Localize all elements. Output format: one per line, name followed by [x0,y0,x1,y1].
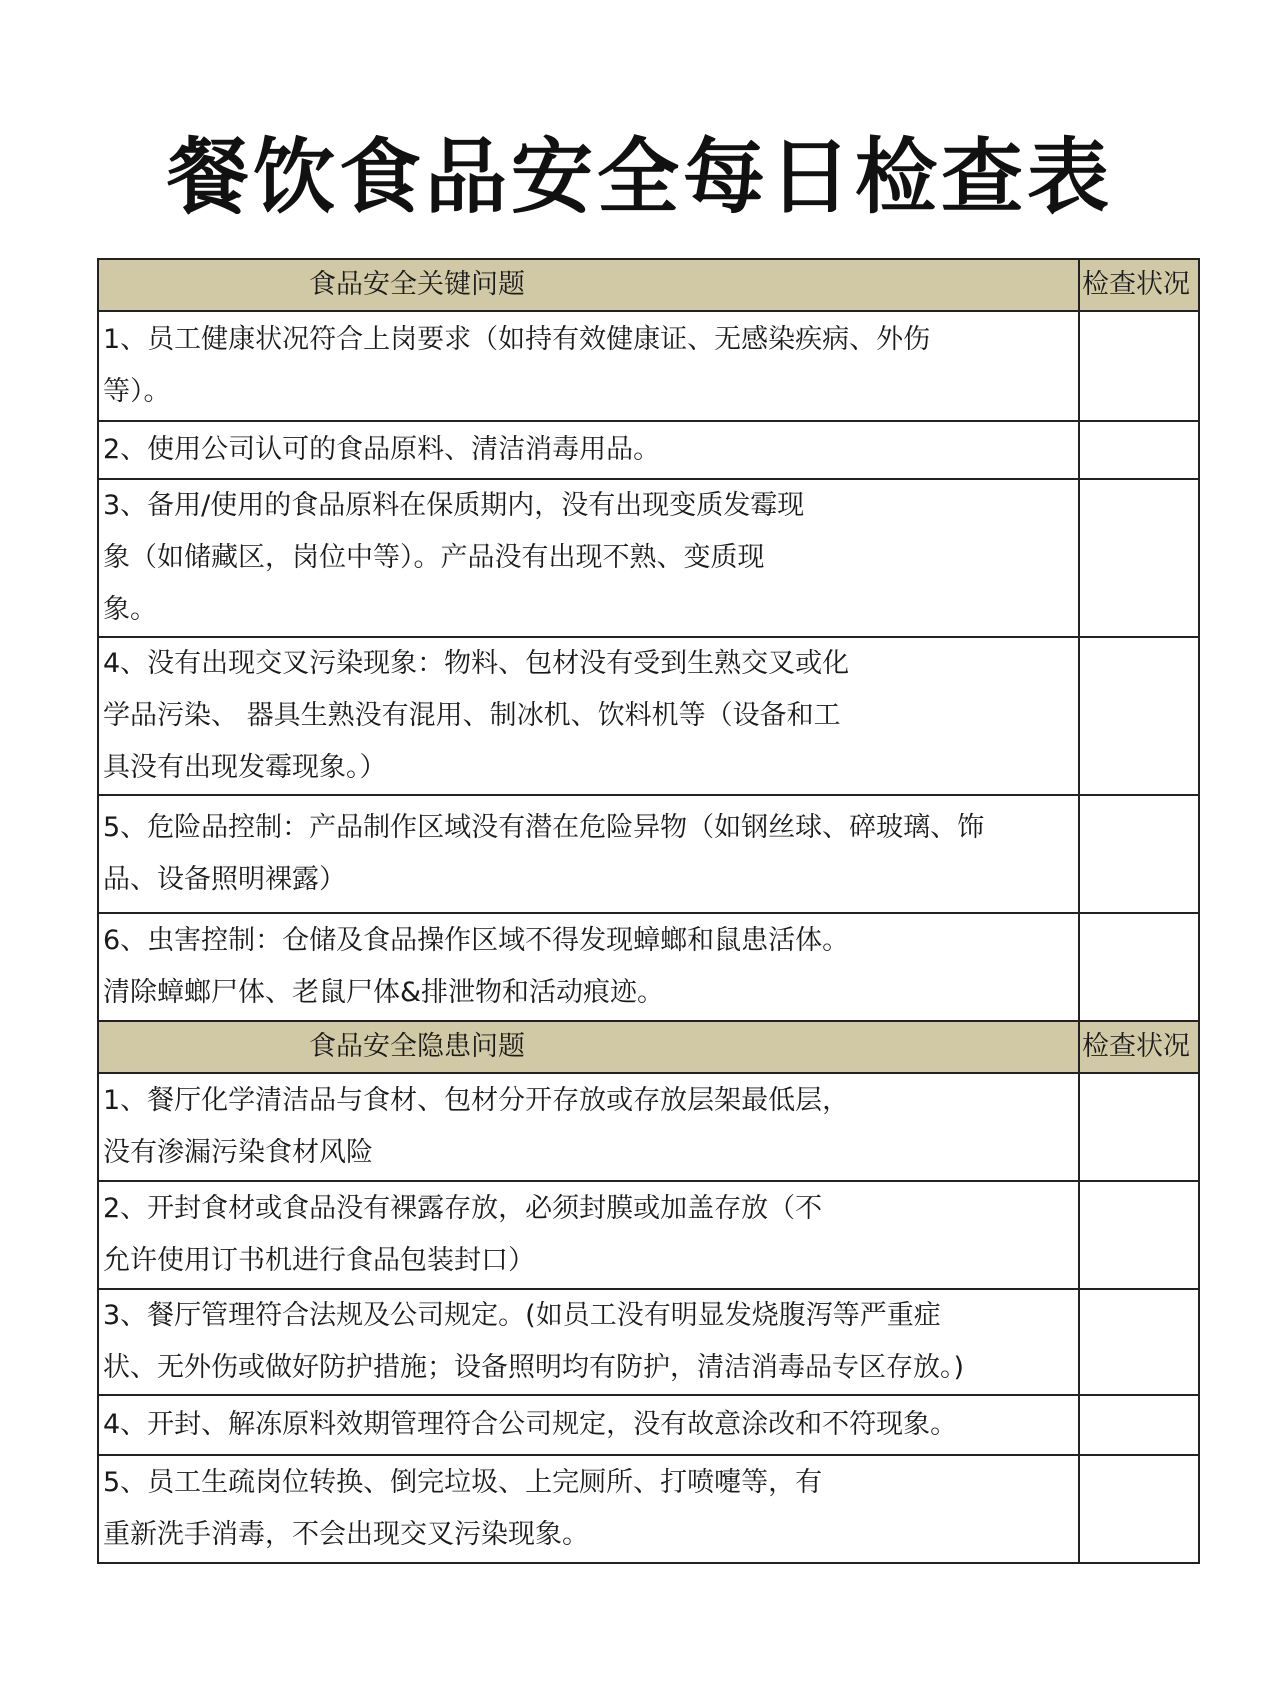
checklist-item [98,1181,1079,1289]
checklist-item-line: 5、员工生疏岗位转换、倒完垃圾、上完厕所、打喷嚏等，有 [103,1467,823,1498]
section-header-row [98,259,1199,311]
check-status-cell[interactable] [1079,1181,1199,1289]
checklist-item [98,1289,1079,1395]
checklist-item-line: 5、危险品控制：产品制作区域没有潜在危险异物（如钢丝球、碎玻璃、饰 [103,812,985,843]
check-status-cell[interactable] [1079,913,1199,1021]
table-row [98,421,1199,479]
table-row [98,479,1199,637]
check-status-cell[interactable] [1079,311,1199,421]
checklist-item [98,421,1079,479]
check-status-cell[interactable] [1079,1289,1199,1395]
checklist-item-line: 2、使用公司认可的食品原料、清洁消毒用品。 [103,434,661,465]
checklist-item-line: 1、员工健康状况符合上岗要求（如持有效健康证、无感染疾病、外伤 [103,324,931,355]
page-title: 餐饮食品安全每日检查表 [166,130,1113,225]
checklist-item-line: 6、虫害控制：仓储及食品操作区域不得发现蟑螂和鼠患活体。 [103,925,850,956]
table-row [98,311,1199,421]
checklist-item-line: 品、设备照明裸露） [103,864,346,895]
checklist-item-line: 3、餐厅管理符合法规及公司规定。(如员工没有明显发烧腹泻等严重症 [103,1300,941,1331]
check-status-cell[interactable] [1079,795,1199,913]
table-row [98,795,1199,913]
table-row [98,1395,1199,1455]
check-status-cell[interactable] [1079,1073,1199,1181]
table-row [98,1455,1199,1563]
table-row [98,1289,1199,1395]
checklist-item-line: 4、开封、解冻原料效期管理符合公司规定，没有故意涂改和不符现象。 [103,1409,958,1440]
table-row [98,637,1199,795]
section-heading: 食品安全隐患问题 [98,1021,1079,1073]
table-row [98,1181,1199,1289]
checklist-item [98,311,1079,421]
table-row [98,1073,1199,1181]
checklist-item-line: 没有渗漏污染食材风险 [103,1137,373,1168]
checklist-item [98,1073,1079,1181]
inspection-table-body [98,259,1199,1563]
checklist-item [98,637,1079,795]
checklist-item [98,795,1079,913]
checklist-item-line: 1、餐厅化学清洁品与食材、包材分开存放或存放层架最低层， [103,1085,850,1116]
checklist-item-line: 象（如储藏区，岗位中等）。产品没有出现不熟、变质现 [103,542,765,573]
inspection-table [97,258,1200,1564]
checklist-item-line: 允许使用订书机进行食品包装封口） [103,1245,535,1276]
checklist-item-line: 状、无外伤或做好防护措施；设备照明均有防护，清洁消毒品专区存放。) [103,1352,965,1383]
checklist-item-line: 4、没有出现交叉污染现象：物料、包材没有受到生熟交叉或化 [103,648,850,679]
checklist-item [98,913,1079,1021]
checklist-item [98,1395,1079,1455]
table-row [98,913,1199,1021]
section-heading: 食品安全关键问题 [98,259,1079,311]
checklist-item-line: 重新洗手消毒，不会出现交叉污染现象。 [103,1519,589,1550]
checklist-item-line: 3、备用/使用的食品原料在保质期内，没有出现变质发霉现 [103,490,805,521]
checklist-item [98,479,1079,637]
check-status-cell[interactable] [1079,421,1199,479]
checklist-item-line: 具没有出现发霉现象。） [103,752,387,783]
checklist-item-line: 学品污染、 器具生熟没有混用、制冰机、饮料机等（设备和工 [103,700,841,731]
checklist-item-line: 等）。 [103,376,171,407]
check-status-cell[interactable] [1079,637,1199,795]
checklist-item-line: 清除蟑螂尸体、老鼠尸体&排泄物和活动痕迹。 [103,977,665,1008]
check-status-heading: 检查状况 [1079,1021,1199,1073]
section-header-row [98,1021,1199,1073]
check-status-cell[interactable] [1079,1395,1199,1455]
check-status-cell[interactable] [1079,1455,1199,1563]
checklist-item-line: 象。 [103,594,157,625]
check-status-cell[interactable] [1079,479,1199,637]
checklist-item-line: 2、开封食材或食品没有裸露存放，必须封膜或加盖存放（不 [103,1193,823,1224]
checklist-item [98,1455,1079,1563]
check-status-heading: 检查状况 [1079,259,1199,311]
